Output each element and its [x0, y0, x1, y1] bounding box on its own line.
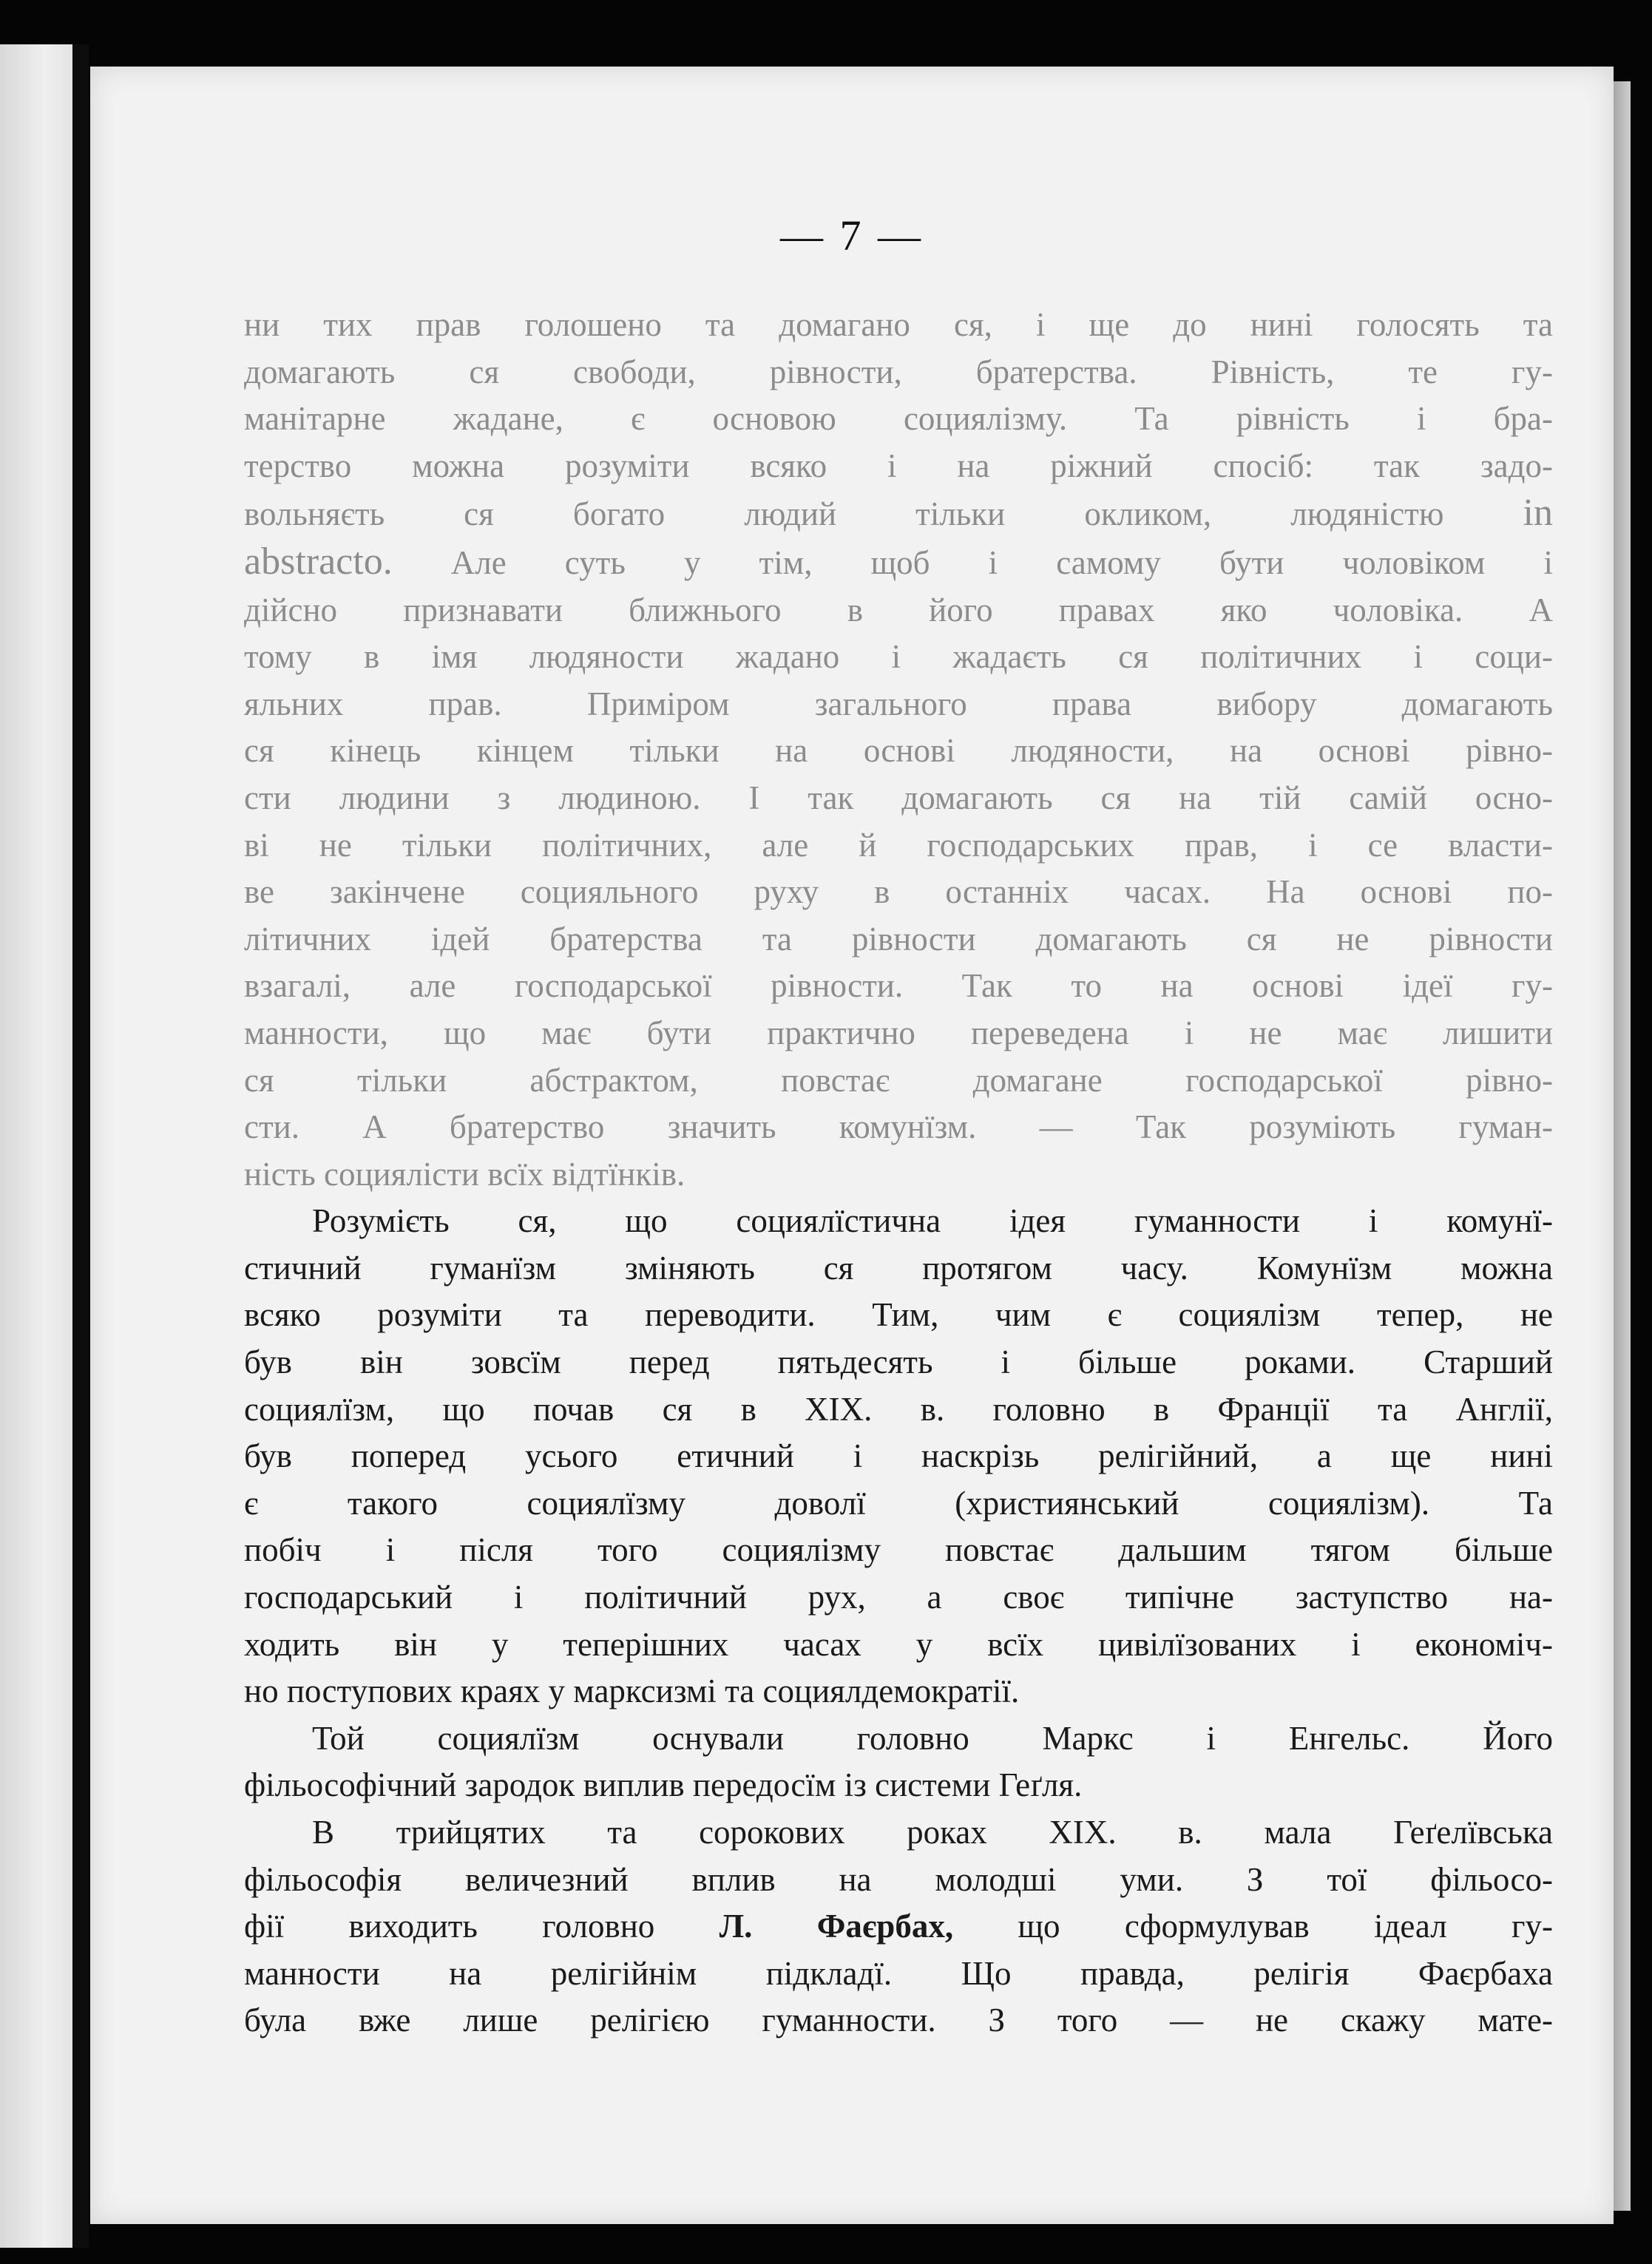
text-line: манности, що має бути практично переведена і не має лишити: [244, 1014, 1553, 1051]
body-text: [244, 302, 1553, 2044]
text-line: сти людини з людиною. І так домагають ся на тій самій осно-: [244, 779, 1553, 816]
author-name: Л. Фаєрбах,: [719, 1908, 954, 1945]
text-line: социялїзм, що почав ся в XIX. в. головно в Франції та Англії,: [244, 1390, 1553, 1428]
text-line: манности на релігійнім підкладї. Що правда, релігія Фаєрбаха: [244, 1954, 1553, 1992]
text-line: була вже лише релігією гуманности. З того — не скажу мате-: [244, 2002, 1553, 2039]
text-line: ни тих прав голошено та домагано ся, і ще до нині голосять та: [244, 306, 1553, 343]
text-line: взагалі, але господарської рівности. Так то на основі ідеї гу-: [244, 967, 1553, 1005]
text-line: ві не тільки політичних, але й господарських прав, і се власти-: [244, 826, 1553, 864]
text-line: яльних прав. Приміром загального права вибору домагають: [244, 685, 1553, 722]
text-line: abstracto. Але суть у тім, щоб і самому бути чоловіком і: [244, 540, 1553, 583]
text-line: побіч і після того социялізму повстає дальшим тягом більше: [244, 1531, 1553, 1569]
text-line: ся тільки абстрактом, повстає домагане господарської рівно-: [244, 1061, 1553, 1099]
text-line: фільософічний зародок виплив передосїм із системи Геґля.: [244, 1766, 1083, 1804]
text-line: но поступових краях у марксизмі та социялдемократії.: [244, 1672, 1020, 1710]
text-line: ходить він у теперішних часах у всїх цивілїзованих і економіч-: [244, 1625, 1553, 1663]
text-line: фільософія величезний вплив на молодші уми. З тої фільосо-: [244, 1860, 1553, 1898]
latin-phrase: in: [1523, 492, 1553, 535]
text-line: фії виходить головно Л. Фаєрбах, що сформулував ідеал гу-: [244, 1908, 1553, 1945]
text-line: всяко розуміти та переводити. Тим, чим є социялізм тепер, не: [244, 1296, 1553, 1334]
text-line: В трийцятих та сорокових роках XIX. в. мала Геґелївська: [312, 1814, 1553, 1851]
text-line: терство можна розуміти всяко і на ріжний спосіб: так задо-: [244, 447, 1553, 484]
text-line: вольняєть ся богато людий тільки окликом, людяністю in: [244, 492, 1553, 535]
book-gutter: [72, 44, 89, 2248]
text-line: був поперед усього етичний і наскрізь релігійний, а ще нині: [244, 1437, 1553, 1475]
latin-phrase: abstracto.: [244, 540, 393, 583]
text-line: сти. А братерство значить комунїзм. — Так розуміють гуман-: [244, 1108, 1553, 1146]
text-line: господарський і політичний рух, а своє типічне заступство на-: [244, 1579, 1553, 1616]
text-line: літичних ідей братерства та рівности домагають ся не рівности: [244, 920, 1553, 958]
left-page-edge: [0, 44, 74, 2248]
text-line: дійсно признавати ближнього в його правах яко чоловіка. А: [244, 591, 1553, 628]
text-line: домагають ся свободи, рівности, братерства. Рівність, те гу-: [244, 353, 1553, 390]
text-line: манітарне жадане, є основою социялізму. Та рівність і бра-: [244, 400, 1553, 438]
text-line: був він зовсїм перед пятьдесять і більше роками. Старший: [244, 1343, 1553, 1381]
text-line: ся кінець кінцем тільки на основі людяности, на основі рівно-: [244, 732, 1553, 770]
text-line: стичний гуманїзм зміняють ся протягом часу. Комунїзм можна: [244, 1249, 1553, 1287]
text-line: Розумієть ся, що социялїстична ідея гуманности і комунї-: [312, 1202, 1553, 1240]
page-number: — 7 —: [780, 211, 924, 260]
text-line: є такого социялїзму доволї (християнський социялізм). Та: [244, 1484, 1553, 1522]
book-page: [90, 67, 1614, 2224]
text-line: ність социялісти всїх відтїнків.: [244, 1155, 685, 1193]
text-line: Той социялїзм оснували головно Маркс і Енгельс. Його: [312, 1719, 1553, 1757]
text-line: ве закінчене социяльного руху в останніх часах. На основі по-: [244, 873, 1553, 911]
text-line: тому в імя людяности жадано і жадаєть ся політичних і соци-: [244, 638, 1553, 676]
